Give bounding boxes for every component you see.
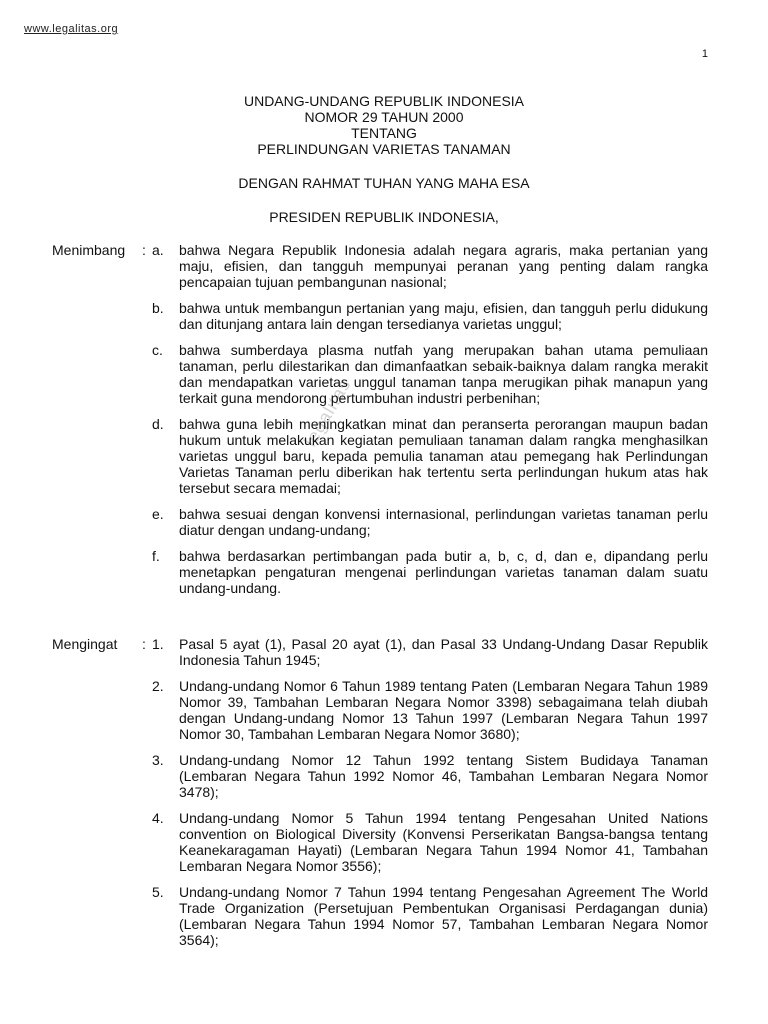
item-marker: 5.: [152, 884, 164, 900]
item-text: bahwa untuk membangun pertanian yang maju, efisien, dan tangguh perlu didukung dan ditunjang antara lain dengan tersedianya varietas unggul;: [179, 300, 708, 332]
item-marker: 1.: [152, 636, 164, 652]
item-marker: e.: [152, 506, 164, 522]
mengingat-item-5: [152, 884, 708, 948]
item-text: bahwa Negara Republik Indonesia adalah negara agraris, maka pertanian yang maju, efisien, dan tangguh mempunyai peranan yang penting dalam rangka pencapaian tujuan pembangunan nasional;: [179, 242, 708, 290]
item-text: bahwa sumberdaya plasma nutfah yang merupakan bahan utama pemuliaan tanaman, perlu dilestarikan dan dimanfaatkan sebaik-baiknya dalam rangka merakit dan mendapatkan varietas unggul tanaman tanpa merugikan pihak manapun yang terkait guna mendorong pertumbuhan industri perbenihan;: [179, 342, 708, 406]
menimbang-item-e: [152, 506, 708, 538]
president-line: PRESIDEN REPUBLIK INDONESIA,: [269, 209, 499, 225]
law-title: UNDANG-UNDANG REPUBLIK INDONESIA: [243, 93, 525, 109]
menimbang-item-b: [152, 300, 708, 332]
header-spacer: [0, 191, 768, 209]
menimbang-list: [152, 242, 708, 596]
item-text: Undang-undang Nomor 6 Tahun 1989 tentang Paten (Lembaran Negara Tahun 1989 Nomor 39, Tambahan Lembaran Negara Nomor 3398) sebagaimana telah diubah dengan Undang-undang Nomor 13 Tahun 1997 (Lembaran Negara Tahun 1997 Nomor 30, Tambahan Lembaran Negara Nomor 3680);: [179, 678, 708, 742]
item-text: bahwa guna lebih meningkatkan minat dan peranserta perorangan maupun badan hukum untuk melakukan kegiatan pemuliaan tanaman dalam rangka menghasilkan varietas unggul baru, kepada pemulia tanaman atau pemegang hak Perlindungan Varietas Tanaman perlu diberikan hak tertentu serta perlindungan hukum atas hak tersebut secara memadai;: [179, 416, 708, 496]
item-marker: 3.: [152, 752, 164, 768]
mengingat-label: Mengingat: [52, 636, 118, 652]
item-text: Pasal 5 ayat (1), Pasal 20 ayat (1), dan Pasal 33 Undang-Undang Dasar Republik Indonesia Tahun 1945;: [179, 636, 708, 668]
mengingat-colon: :: [142, 636, 146, 652]
item-text: Undang-undang Nomor 5 Tahun 1994 tentang Pengesahan United Nations convention on Biological Diversity (Konvensi Perserikatan Bangsa-bangsa tentang Keanekaragaman Hayati) (Lembaran Negara Tahun 1994 Nomor 41, Tambahan Lembaran Negara Nomor 3556);: [179, 810, 708, 874]
document-header: [0, 93, 768, 225]
item-text: bahwa sesuai dengan konvensi internasional, perlindungan varietas tanaman perlu diatur dengan undang-undang;: [179, 506, 708, 538]
menimbang-item-c: [152, 342, 708, 406]
item-marker: b.: [152, 300, 164, 316]
mengingat-item-4: [152, 810, 708, 874]
item-text: bahwa berdasarkan pertimbangan pada butir a, b, c, d, dan e, dipandang perlu menetapkan pengaturan mengenai perlindungan varietas tanaman dalam suatu undang-undang.: [179, 548, 708, 596]
mengingat-list: [152, 636, 708, 948]
item-marker: 4.: [152, 810, 164, 826]
mengingat-item-1: [152, 636, 708, 668]
mengingat-item-2: [152, 678, 708, 742]
header-spacer: [0, 157, 768, 175]
menimbang-item-a: [152, 242, 708, 290]
mengingat-section: [52, 636, 708, 958]
item-marker: c.: [152, 342, 163, 358]
law-subject: PERLINDUNGAN VARIETAS TANAMAN: [257, 141, 511, 157]
item-marker: d.: [152, 416, 164, 432]
mengingat-item-3: [152, 752, 708, 800]
preamble-line: DENGAN RAHMAT TUHAN YANG MAHA ESA: [238, 175, 530, 191]
menimbang-label: Menimbang: [52, 242, 126, 258]
watermark: legalitas: [300, 375, 355, 450]
menimbang-section: [52, 242, 708, 606]
item-text: Undang-undang Nomor 7 Tahun 1994 tentang Pengesahan Agreement The World Trade Organization (Persetujuan Pembentukan Organisasi Perdagangan dunia) (Lembaran Negara Tahun 1994 Nomor 57, Tambahan Lembaran Negara Nomor 3564);: [179, 884, 708, 948]
law-about: TENTANG: [351, 125, 417, 141]
item-text: Undang-undang Nomor 12 Tahun 1992 tentang Sistem Budidaya Tanaman (Lembaran Negara Tahun 1992 Nomor 46, Tambahan Lembaran Negara Nomor 3478);: [179, 752, 708, 800]
menimbang-colon: :: [142, 242, 146, 258]
page-number: 1: [701, 48, 708, 60]
menimbang-item-d: [152, 416, 708, 496]
item-marker: f.: [152, 548, 160, 564]
law-number: NOMOR 29 TAHUN 2000: [304, 109, 464, 125]
item-marker: 2.: [152, 678, 164, 694]
menimbang-item-f: [152, 548, 708, 596]
site-url[interactable]: www.legalitas.org: [24, 23, 119, 35]
item-marker: a.: [152, 242, 164, 258]
